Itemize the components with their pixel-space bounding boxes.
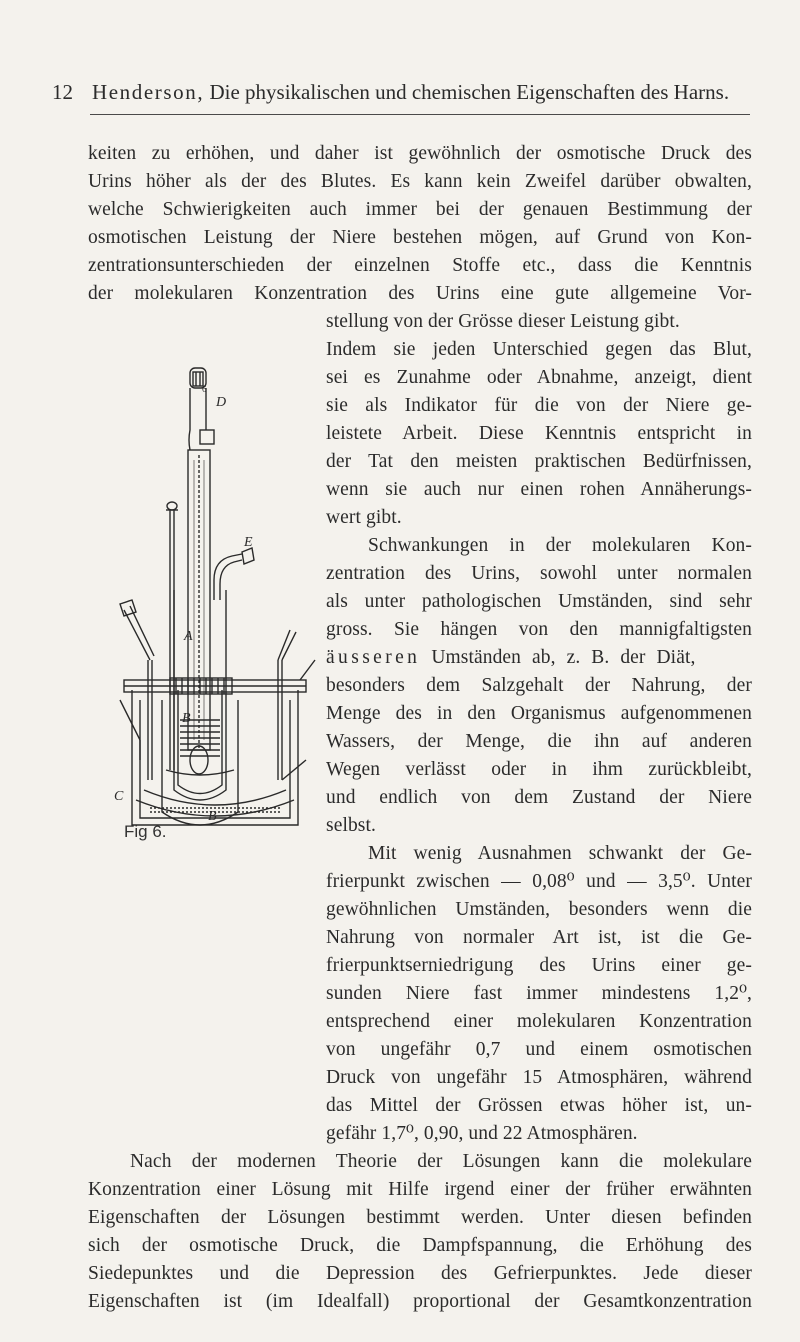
emphasized-word: äusseren — [326, 647, 421, 668]
text-line: stellung von der Grösse dieser Leistung gibt. — [326, 311, 680, 332]
text-line: Urins höher als der des Blutes. Es kann kein Zweifel darüber obwalten, — [88, 171, 752, 192]
label-e: E — [244, 535, 253, 550]
text-line: wenn sie auch nur einen rohen Annäherungs- — [326, 479, 752, 500]
author-name: Henderson, — [92, 80, 205, 104]
text-line: besonders dem Salzgehalt der Nahrung, der — [326, 675, 752, 696]
text-line: Menge des in den Organismus aufgenommenen — [326, 703, 752, 724]
text-line: zentrationsunterschieden der einzelnen Stoffe etc., dass die Kenntnis — [88, 255, 752, 276]
text-line: zentration des Urins, sowohl unter normalen — [326, 563, 752, 584]
text-line: Siedepunktes und die Depression des Gefrierpunktes. Jede dieser — [88, 1263, 752, 1284]
text-line: gefähr 1,7⁰, 0,90, und 22 Atmosphären. — [326, 1123, 638, 1144]
label-b-lower: B — [208, 809, 217, 824]
header-rule — [90, 114, 750, 115]
text-line: äusseren Umständen ab, z. B. der Diät, — [326, 647, 696, 668]
running-title: Die physikalischen und chemischen Eigenschaften des Harns. — [209, 80, 730, 104]
text-line: Nach der modernen Theorie der Lösungen kann die molekulare — [130, 1151, 752, 1172]
text-line: frierpunktserniedrigung des Urins einer ge- — [326, 955, 752, 976]
text-line: sich der osmotische Druck, die Dampfspannung, die Erhöhung des — [88, 1235, 752, 1256]
text-line: sunden Niere fast immer mindestens 1,2⁰, — [326, 983, 752, 1004]
text-line: der molekularen Konzentration des Urins eine gute allgemeine Vor- — [88, 283, 752, 304]
text-line: sie als Indikator für die von der Niere ge- — [326, 395, 752, 416]
text-line: das Mittel der Grössen etwas höher ist, un- — [326, 1095, 752, 1116]
text-line: osmotischen Leistung der Niere bestehen mögen, auf Grund von Kon- — [88, 227, 752, 248]
text-line: der Tat den meisten praktischen Bedürfnissen, — [326, 451, 752, 472]
text-line: frierpunkt zwischen — 0,08⁰ und — 3,5⁰. Unter — [326, 871, 752, 892]
text-line: Wassers, der Menge, die ihn auf anderen — [326, 731, 752, 752]
text-line: gross. Sie hängen von den mannigfaltigsten — [326, 619, 752, 640]
label-six: 6 — [202, 384, 207, 394]
text-line: Nahrung von normaler Art ist, ist die Ge- — [326, 927, 752, 948]
text-line: wert gibt. — [326, 507, 402, 528]
text-line: sei es Zunahme oder Abnahme, anzeigt, dient — [326, 367, 752, 388]
text-line: entsprechend einer molekularen Konzentration — [326, 1011, 752, 1032]
text-line: keiten zu erhöhen, und daher ist gewöhnlich der osmotische Druck des — [88, 143, 752, 164]
text-line: Eigenschaften ist (im Idealfall) proportional der Gesamtkonzentration — [88, 1291, 752, 1312]
text-line: leistete Arbeit. Diese Kenntnis entspricht in — [326, 423, 752, 444]
label-b-upper: B — [182, 711, 191, 726]
text-line: Druck von ungefähr 15 Atmosphären, während — [326, 1067, 752, 1088]
text-line: und endlich von dem Zustand der Niere — [326, 787, 752, 808]
figure-caption: Fig 6. — [124, 822, 167, 841]
apparatus-figure — [110, 360, 320, 830]
text-line: Wegen verlässt oder in ihm zurückbleibt, — [326, 759, 752, 780]
label-d: D — [216, 395, 227, 410]
label-a: A — [184, 629, 193, 644]
label-c: C — [114, 789, 124, 804]
text-line: Konzentration einer Lösung mit Hilfe irgend einer der früher erwähnten — [88, 1179, 752, 1200]
freezing-point-apparatus-illustration — [110, 360, 320, 830]
text-line: Eigenschaften der Lösungen bestimmt werden. Unter diesen befinden — [88, 1207, 752, 1228]
text-line: selbst. — [326, 815, 376, 836]
text-line: gewöhnlichen Umständen, besonders wenn die — [326, 899, 752, 920]
text-line: Mit wenig Ausnahmen schwankt der Ge- — [368, 843, 752, 864]
page-number: 12 — [52, 80, 73, 104]
running-head — [52, 75, 742, 109]
text-line: Schwankungen in der molekularen Kon- — [368, 535, 752, 556]
text-line: Indem sie jeden Unterschied gegen das Blut, — [326, 339, 752, 360]
text-line: welche Schwierigkeiten auch immer bei der genauen Bestimmung der — [88, 199, 752, 220]
text-line: als unter pathologischen Umständen, sind sehr — [326, 591, 752, 612]
text-line: von ungefähr 0,7 und einem osmotischen — [326, 1039, 752, 1060]
